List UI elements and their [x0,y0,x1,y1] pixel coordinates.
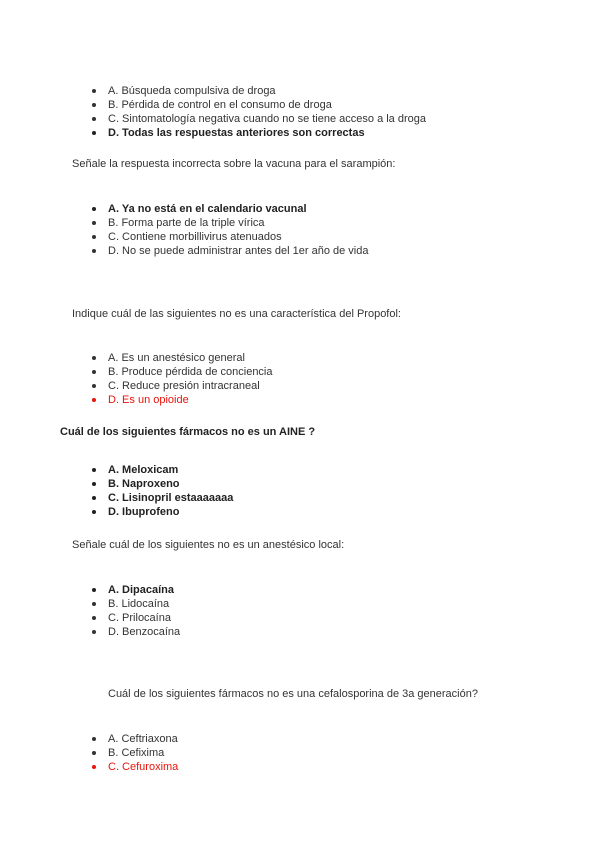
options-list [0,202,369,258]
option-c: C. Sintomatología negativa cuando no se tiene acceso a la droga [0,112,426,126]
option-a: A. Búsqueda compulsiva de droga [0,84,426,98]
option-c: C. Reduce presión intracraneal [0,379,273,393]
option-b: B. Naproxeno [0,477,233,491]
question-measles-vaccine: Señale la respuesta incorrecta sobre la vacuna para el sarampión: [72,158,396,170]
question-cephalosporin: Cuál de los siguientes fármacos no es una cefalosporina de 3a generación? [108,688,478,700]
option-c: C. Cefuroxima [0,760,178,774]
option-d: D. Todas las respuestas anteriores son correctas [0,126,426,140]
options-list [0,732,178,774]
question-local-anesthetic: Señale cuál de los siguientes no es un anestésico local: [72,539,345,551]
option-a: A. Ceftriaxona [0,732,178,746]
option-c: C. Contiene morbillivirus atenuados [0,230,369,244]
option-b: B. Pérdida de control en el consumo de droga [0,98,426,112]
option-c: C. Prilocaína [0,611,180,625]
option-d: D. Benzocaína [0,625,180,639]
option-d: D. Es un opioide [0,393,273,407]
question-aine: Cuál de los siguientes fármacos no es un AINE ? [60,426,316,438]
options-list [0,583,180,639]
options-list [0,84,426,140]
option-b: B. Produce pérdida de conciencia [0,365,273,379]
option-b: B. Cefixima [0,746,178,760]
option-d: D. No se puede administrar antes del 1er año de vida [0,244,369,258]
option-a: A. Dipacaína [0,583,180,597]
option-b: B. Lidocaína [0,597,180,611]
options-list [0,463,233,519]
option-b: B. Forma parte de la triple vírica [0,216,369,230]
option-c: C. Lisinopril estaaaaaaa [0,491,233,505]
option-a: A. Es un anestésico general [0,351,273,365]
option-a: A. Ya no está en el calendario vacunal [0,202,369,216]
option-a: A. Meloxicam [0,463,233,477]
question-propofol: Indique cuál de las siguientes no es una característica del Propofol: [72,308,401,320]
options-list [0,351,273,407]
option-d: D. Ibuprofeno [0,505,233,519]
